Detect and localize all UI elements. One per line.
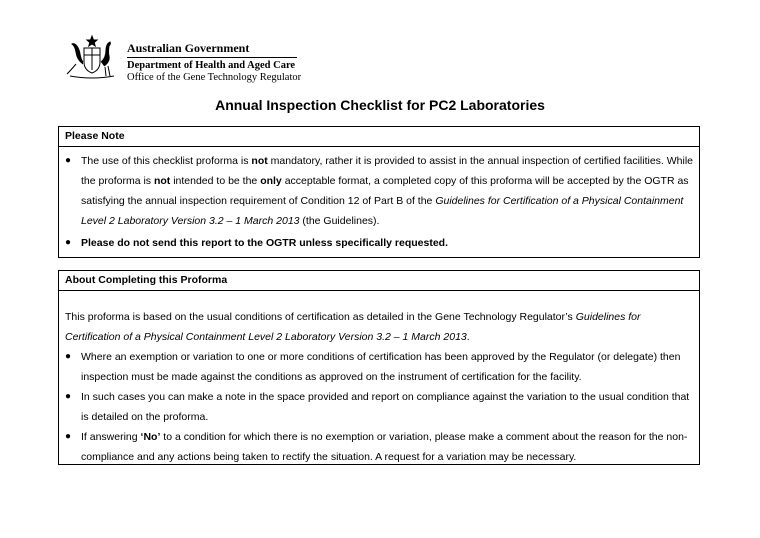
- government-name: Australian Government: [127, 41, 250, 55]
- bullet-icon: ●: [65, 155, 72, 166]
- bullet-icon: ●: [65, 391, 72, 402]
- office-name: Office of the Gene Technology Regulator: [127, 72, 302, 83]
- about-box: [58, 270, 700, 465]
- bullet-icon: ●: [65, 351, 72, 362]
- about-bullet-2: ● In such cases you can make a note in the space provided and report on compliance against the variation to the usual condition that is detailed on the proforma.: [65, 387, 695, 427]
- department-name: Department of Health and Aged Care: [127, 60, 296, 71]
- note-bullet-2: ● Please do not send this report to the OGTR unless specifically requested.: [65, 233, 695, 253]
- about-intro: This proforma is based on the usual conditions of certification as detailed in the Gene Technology Regulator’s Guidelines for Certification of a Physical Containment Level 2 Laboratory Version 3.2 – 1 March 2013.: [65, 311, 641, 343]
- please-note-heading: Please Note: [59, 127, 699, 147]
- bullet-icon: ●: [65, 237, 72, 248]
- bullet-icon: ●: [65, 431, 72, 442]
- coat-of-arms-icon: [64, 34, 120, 80]
- note-bullet-1: ● The use of this checklist proforma is not mandatory, rather it is provided to assist in the annual inspection of certified facilities. While the proforma is not intended to be the only acceptable format, a completed copy of this proforma will be accepted by the OGTR as satisfying the annual inspection requirement of Condition 12 of Part B of the Guidelines for Certification of a Physical Containment Level 2 Laboratory Version 3.2 – 1 March 2013 (the Guidelines).: [65, 151, 695, 231]
- header-divider: [127, 57, 297, 58]
- about-bullet-1: ● Where an exemption or variation to one or more conditions of certification has been approved by the Regulator (or delegate) then inspection must be made against the conditions as approved on the instrument of certification for the facility.: [65, 347, 695, 387]
- about-heading: About Completing this Proforma: [59, 271, 699, 291]
- please-note-box: [58, 126, 700, 258]
- about-bullet-3: ● If answering ‘No’ to a condition for which there is no exemption or variation, please make a comment about the reason for the non-compliance and any actions being taken to rectify the situation. A request for a variation may be necessary.: [65, 427, 695, 467]
- document-title: Annual Inspection Checklist for PC2 Laboratories: [215, 97, 545, 113]
